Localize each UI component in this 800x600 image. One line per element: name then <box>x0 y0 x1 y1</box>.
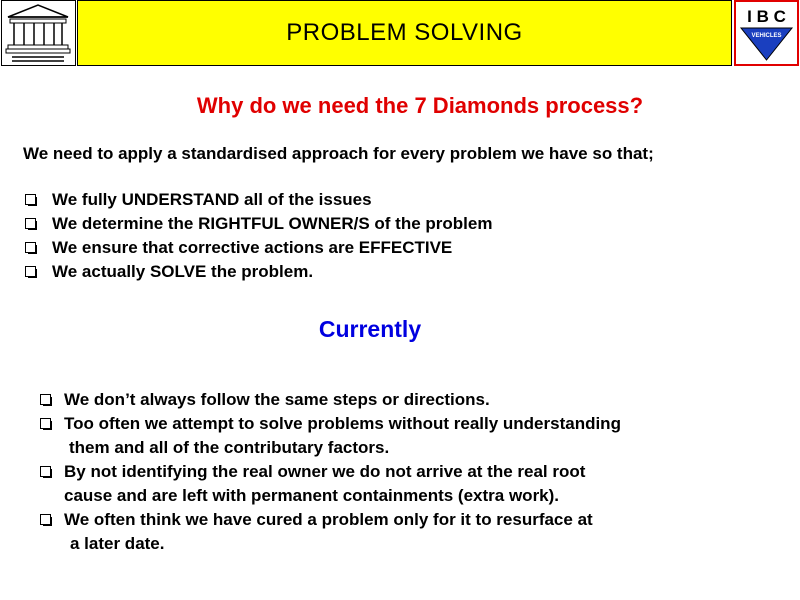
building-logo-icon <box>1 0 76 66</box>
ibc-vehicles-logo <box>734 0 799 66</box>
checkbox-bullet-icon <box>25 194 36 205</box>
list-item-continuation: them and all of the contributary factors. <box>69 438 390 457</box>
checkbox-bullet-icon <box>25 218 36 229</box>
currently-heading: Currently <box>318 316 422 342</box>
main-heading: Why do we need the 7 Diamonds process? <box>196 93 644 118</box>
checkbox-bullet-icon <box>40 418 51 429</box>
intro-text: We need to apply a standardised approach for every problem we have so that; <box>23 144 654 163</box>
current-issues-list <box>38 388 621 556</box>
list-item: We ensure that corrective actions are EFFECTIVE <box>23 236 492 260</box>
checkbox-bullet-icon <box>40 514 51 525</box>
list-item: We often think we have cured a problem only for it to resurface at a later date. <box>38 508 621 556</box>
list-item-continuation: a later date. <box>70 534 165 553</box>
header <box>0 0 800 68</box>
logo-brand-text: I B C <box>747 7 786 26</box>
list-item: By not identifying the real owner we do not arrive at the real root cause and are left with permanent containments (extra work). <box>38 460 621 508</box>
title-bar <box>77 0 732 66</box>
checkbox-bullet-icon <box>40 466 51 477</box>
list-item: We don’t always follow the same steps or directions. <box>38 388 621 412</box>
reasons-list <box>23 188 492 284</box>
list-item-continuation: cause and are left with permanent containments (extra work). <box>64 486 560 505</box>
logo-subtext: VEHICLES <box>751 33 782 39</box>
list-item: We fully UNDERSTAND all of the issues <box>23 188 492 212</box>
checkbox-bullet-icon <box>40 394 51 405</box>
page-title: PROBLEM SOLVING <box>286 19 523 46</box>
checkbox-bullet-icon <box>25 242 36 253</box>
checkbox-bullet-icon <box>25 266 36 277</box>
list-item: We determine the RIGHTFUL OWNER/S of the problem <box>23 212 492 236</box>
list-item: Too often we attempt to solve problems without really understanding them and all of the contributary factors. <box>38 412 621 460</box>
list-item: We actually SOLVE the problem. <box>23 260 492 284</box>
